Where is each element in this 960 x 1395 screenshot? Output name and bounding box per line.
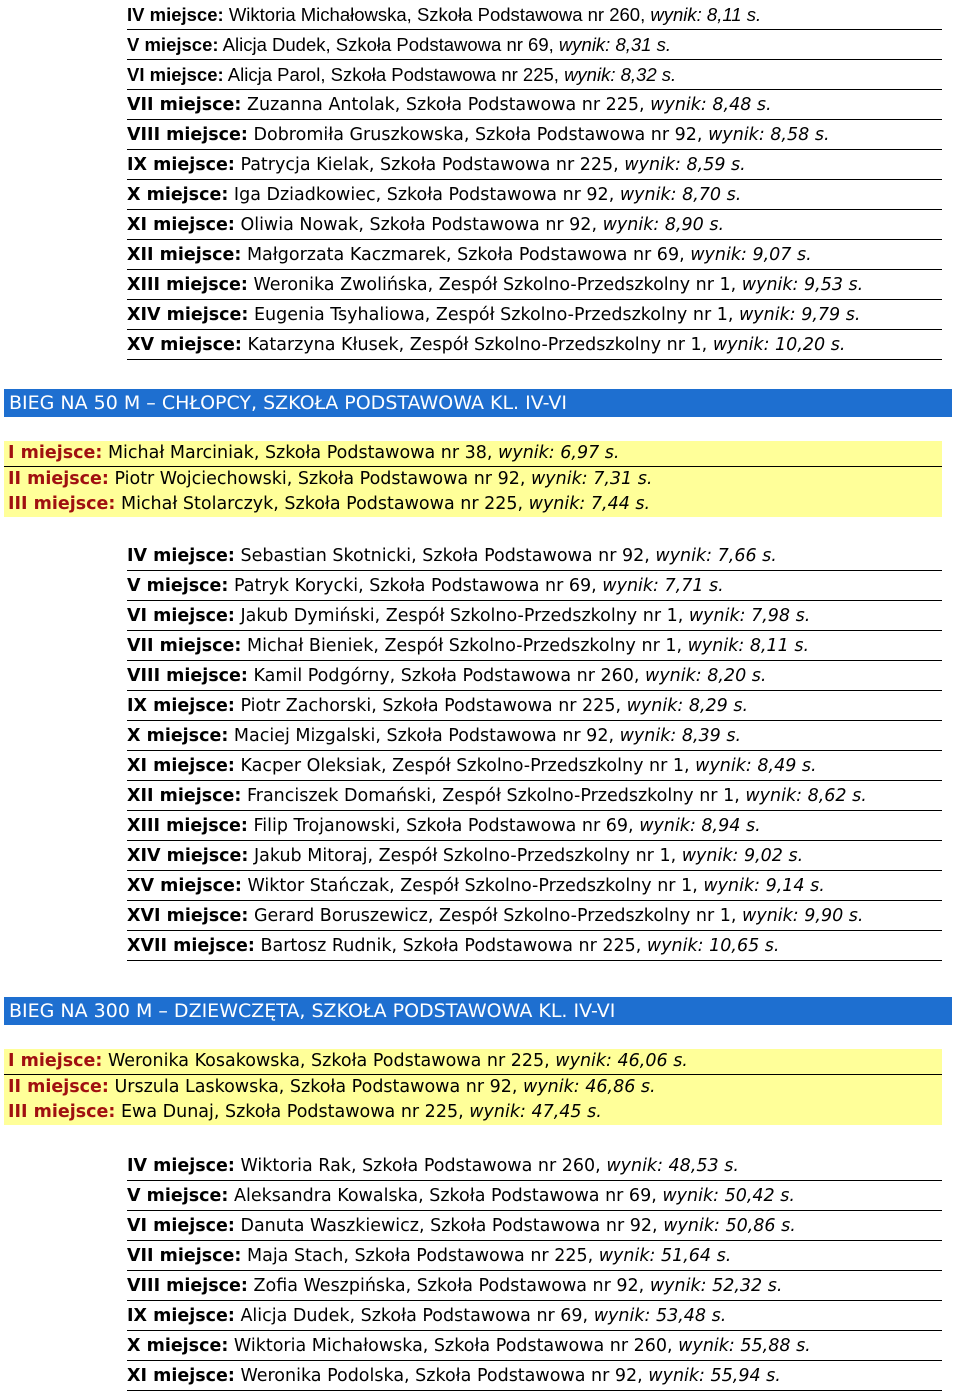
- result-value: 52,32 s.: [712, 1276, 783, 1296]
- place-label: IV miejsce:: [127, 1156, 235, 1176]
- result-value: 55,94 s.: [710, 1366, 781, 1386]
- result-value: 6,97 s.: [560, 443, 620, 463]
- place-label: XV miejsce:: [127, 876, 242, 896]
- result-label: wynik:: [649, 1276, 707, 1296]
- athlete-school: Bartosz Rudnik, Szkoła Podstawowa nr 225,: [260, 936, 642, 956]
- place-label: XI miejsce:: [127, 756, 235, 776]
- result-row: [127, 721, 942, 751]
- result-label: wynik:: [681, 846, 739, 866]
- place-label: IX miejsce:: [127, 155, 235, 175]
- result-label: wynik:: [648, 1366, 705, 1386]
- podium-row: [4, 1075, 942, 1100]
- result-label: wynik:: [558, 34, 611, 55]
- result-label: wynik:: [687, 636, 745, 656]
- result-label: wynik:: [555, 1051, 612, 1071]
- result-value: 9,02 s.: [743, 846, 804, 866]
- athlete-school: Zofia Weszpińska, Szkoła Podstawowa nr 92,: [253, 1276, 645, 1296]
- result-label: wynik:: [745, 786, 802, 806]
- place-label: IX miejsce:: [127, 696, 235, 716]
- result-label: wynik:: [650, 4, 702, 25]
- place-label: III miejsce:: [8, 1102, 116, 1122]
- result-row: [127, 1301, 942, 1331]
- result-value: 8,32 s.: [620, 64, 677, 85]
- result-value: 8,29 s.: [688, 696, 749, 716]
- athlete-school: Urszula Laskowska, Szkoła Podstawowa nr 92,: [114, 1077, 518, 1097]
- place-label: VIII miejsce:: [127, 1276, 248, 1296]
- place-label: X miejsce:: [127, 185, 229, 205]
- result-label: wynik:: [498, 443, 555, 463]
- result-value: 8,20 s.: [707, 666, 767, 686]
- result-row: [127, 541, 942, 571]
- athlete-school: Katarzyna Kłusek, Zespół Szkolno-Przedszkolny nr 1,: [247, 335, 708, 355]
- athlete-school: Piotr Wojciechowski, Szkoła Podstawowa nr 92,: [114, 469, 526, 489]
- result-value: 46,06 s.: [617, 1051, 688, 1071]
- place-label: VII miejsce:: [127, 95, 242, 115]
- athlete-school: Iga Dziadkowiec, Szkoła Podstawowa nr 92,: [233, 185, 615, 205]
- result-value: 8,62 s.: [807, 786, 867, 806]
- athlete-school: Kamil Podgórny, Szkoła Podstawowa nr 260,: [253, 666, 640, 686]
- result-label: wynik:: [690, 245, 747, 265]
- athlete-school: Franciszek Domański, Zespół Szkolno-Przedszkolny nr 1,: [246, 786, 740, 806]
- result-label: wynik:: [639, 816, 696, 836]
- result-label: wynik:: [708, 125, 765, 145]
- result-value: 8,11 s.: [706, 4, 762, 25]
- result-row: [127, 691, 942, 721]
- place-label: VI miejsce:: [127, 64, 224, 85]
- result-value: 8,39 s.: [681, 726, 742, 746]
- result-row: [127, 60, 942, 90]
- athlete-school: Jakub Dymiński, Zespół Szkolno-Przedszkolny nr 1,: [240, 606, 684, 626]
- result-row: [127, 1241, 942, 1271]
- section-header: BIEG NA 50 M – CHŁOPCY, SZKOŁA PODSTAWOWA KL. IV-VI: [4, 389, 952, 417]
- podium-row: [4, 492, 942, 517]
- athlete-school: Maciej Mizgalski, Szkoła Podstawowa nr 92,: [233, 726, 615, 746]
- place-label: V miejsce:: [127, 576, 229, 596]
- place-label: XIV miejsce:: [127, 846, 249, 866]
- result-value: 9,14 s.: [765, 876, 825, 896]
- result-label: wynik:: [688, 606, 746, 626]
- place-label: XIII miejsce:: [127, 275, 248, 295]
- result-value: 10,20 s.: [775, 335, 846, 355]
- place-label: III miejsce:: [8, 494, 116, 514]
- result-row: [127, 601, 942, 631]
- podium-row: [4, 467, 942, 492]
- place-label: VII miejsce:: [127, 636, 242, 656]
- result-row: [127, 1271, 942, 1301]
- result-label: wynik:: [598, 1246, 656, 1266]
- result-label: wynik:: [602, 576, 659, 596]
- place-label: XI miejsce:: [127, 1366, 235, 1386]
- athlete-school: Alicja Parol, Szkoła Podstawowa nr 225,: [227, 64, 559, 85]
- place-label: IV miejsce:: [127, 546, 235, 566]
- result-label: wynik:: [469, 1102, 526, 1122]
- result-value: 48,53 s.: [668, 1156, 739, 1176]
- podium-row: [4, 441, 942, 467]
- result-label: wynik:: [645, 666, 702, 686]
- result-label: wynik:: [655, 546, 713, 566]
- athlete-school: Alicja Dudek, Szkoła Podstawowa nr 69,: [240, 1306, 589, 1326]
- result-value: 7,71 s.: [664, 576, 724, 596]
- result-label: wynik:: [528, 494, 586, 514]
- result-value: 46,86 s.: [585, 1077, 656, 1097]
- place-label: VI miejsce:: [127, 1216, 235, 1236]
- podium-row: [4, 1049, 942, 1075]
- result-value: 53,48 s.: [655, 1306, 727, 1326]
- result-label: wynik:: [602, 215, 660, 235]
- place-label: IX miejsce:: [127, 1306, 235, 1326]
- place-label: XIII miejsce:: [127, 816, 248, 836]
- athlete-school: Wiktor Stańczak, Zespół Szkolno-Przedszkolny nr 1,: [247, 876, 698, 896]
- place-label: XI miejsce:: [127, 215, 235, 235]
- result-row: [127, 120, 942, 150]
- result-label: wynik:: [678, 1336, 735, 1356]
- result-row: [127, 661, 942, 691]
- result-value: 55,88 s.: [740, 1336, 811, 1356]
- athlete-school: Maja Stach, Szkoła Podstawowa nr 225,: [247, 1246, 594, 1266]
- athlete-school: Patryk Korycki, Szkoła Podstawowa nr 69,: [233, 576, 597, 596]
- result-row: [127, 1331, 942, 1361]
- place-label: XII miejsce:: [127, 245, 242, 265]
- athlete-school: Piotr Zachorski, Szkoła Podstawowa nr 225,: [240, 696, 622, 716]
- result-row: [127, 871, 942, 901]
- result-value: 8,94 s.: [701, 816, 761, 836]
- result-row: [127, 30, 942, 60]
- result-label: wynik:: [593, 1306, 651, 1326]
- result-value: 8,58 s.: [770, 125, 830, 145]
- place-label: VII miejsce:: [127, 1246, 242, 1266]
- result-label: wynik:: [619, 726, 677, 746]
- result-row: [127, 571, 942, 601]
- result-row: [127, 1151, 942, 1181]
- athlete-school: Alicja Dudek, Szkoła Podstawowa nr 69,: [222, 34, 554, 55]
- result-label: wynik:: [650, 95, 707, 115]
- result-value: 10,65 s.: [709, 936, 780, 956]
- result-row: [127, 841, 942, 871]
- section-header: BIEG NA 300 M – DZIEWCZĘTA, SZKOŁA PODSTAWOWA KL. IV-VI: [4, 997, 952, 1025]
- athlete-school: Eugenia Tsyhaliowa, Zespół Szkolno-Przedszkolny nr 1,: [253, 305, 734, 325]
- athlete-school: Dobromiła Gruszkowska, Szkoła Podstawowa nr 92,: [253, 125, 703, 145]
- result-value: 7,31 s.: [593, 469, 653, 489]
- result-value: 7,98 s.: [751, 606, 811, 626]
- athlete-school: Kacper Oleksiak, Zespół Szkolno-Przedszkolny nr 1,: [240, 756, 690, 776]
- athlete-school: Michał Stolarczyk, Szkoła Podstawowa nr 225,: [120, 494, 524, 514]
- result-value: 9,07 s.: [752, 245, 812, 265]
- result-value: 8,59 s.: [686, 155, 746, 175]
- athlete-school: Jakub Mitoraj, Zespół Szkolno-Przedszkolny nr 1,: [253, 846, 677, 866]
- athlete-school: Wiktoria Michałowska, Szkoła Podstawowa nr 260,: [233, 1336, 673, 1356]
- podium-row: [4, 1100, 942, 1125]
- athlete-school: Weronika Kosakowska, Szkoła Podstawowa nr 225,: [107, 1051, 550, 1071]
- place-label: XIV miejsce:: [127, 305, 249, 325]
- athlete-school: Wiktoria Michałowska, Szkoła Podstawowa nr 260,: [228, 4, 646, 25]
- result-label: wynik:: [626, 696, 684, 716]
- result-row: [127, 1361, 942, 1391]
- athlete-school: Zuzanna Antolak, Szkoła Podstawowa nr 225,: [247, 95, 645, 115]
- result-row: [127, 1211, 942, 1241]
- athlete-school: Małgorzata Kaczmarek, Szkoła Podstawowa nr 69,: [246, 245, 685, 265]
- place-label: XV miejsce:: [127, 335, 242, 355]
- result-label: wynik:: [741, 275, 799, 295]
- place-label: II miejsce:: [8, 469, 109, 489]
- athlete-school: Aleksandra Kowalska, Szkoła Podstawowa nr 69,: [233, 1186, 657, 1206]
- result-row: [127, 180, 942, 210]
- athlete-school: Weronika Zwolińska, Zespół Szkolno-Przedszkolny nr 1,: [253, 275, 737, 295]
- place-label: II miejsce:: [8, 1077, 109, 1097]
- athlete-school: Michał Marciniak, Szkoła Podstawowa nr 38,: [107, 443, 493, 463]
- result-row: [127, 931, 942, 961]
- place-label: V miejsce:: [127, 34, 219, 55]
- place-label: I miejsce:: [8, 443, 103, 463]
- result-value: 47,45 s.: [531, 1102, 602, 1122]
- result-label: wynik:: [646, 936, 704, 956]
- place-label: VIII miejsce:: [127, 125, 248, 145]
- athlete-school: Sebastian Skotnicki, Szkoła Podstawowa nr 92,: [240, 546, 650, 566]
- result-row: [127, 901, 942, 931]
- result-label: wynik:: [619, 185, 677, 205]
- athlete-school: Oliwia Nowak, Szkoła Podstawowa nr 92,: [240, 215, 598, 235]
- athlete-school: Michał Bieniek, Zespół Szkolno-Przedszkolny nr 1,: [247, 636, 683, 656]
- result-value: 8,90 s.: [664, 215, 725, 235]
- result-label: wynik:: [695, 756, 752, 776]
- result-value: 50,42 s.: [724, 1186, 795, 1206]
- athlete-school: Ewa Dunaj, Szkoła Podstawowa nr 225,: [120, 1102, 464, 1122]
- result-value: 51,64 s.: [660, 1246, 732, 1266]
- result-row: [127, 150, 942, 180]
- result-row: [127, 631, 942, 661]
- result-label: wynik:: [738, 305, 796, 325]
- result-label: wynik:: [523, 1077, 580, 1097]
- place-label: I miejsce:: [8, 1051, 103, 1071]
- result-value: 8,11 s.: [749, 636, 810, 656]
- place-label: XII miejsce:: [127, 786, 242, 806]
- podium-box: [4, 441, 942, 517]
- result-label: wynik:: [703, 876, 760, 896]
- result-label: wynik:: [662, 1186, 719, 1206]
- athlete-school: Weronika Podolska, Szkoła Podstawowa nr 92,: [240, 1366, 643, 1386]
- result-value: 9,90 s.: [804, 906, 864, 926]
- result-row: [127, 210, 942, 240]
- result-label: wynik:: [624, 155, 681, 175]
- place-label: IV miejsce:: [127, 4, 224, 25]
- place-label: V miejsce:: [127, 1186, 229, 1206]
- result-value: 50,86 s.: [725, 1216, 796, 1236]
- place-label: XVII miejsce:: [127, 936, 255, 956]
- athlete-school: Filip Trojanowski, Szkoła Podstawowa nr 69,: [253, 816, 634, 836]
- result-value: 8,70 s.: [682, 185, 742, 205]
- place-label: XVI miejsce:: [127, 906, 249, 926]
- result-label: wynik:: [712, 335, 770, 355]
- athlete-school: Patrycja Kielak, Szkoła Podstawowa nr 225,: [240, 155, 619, 175]
- result-row: [127, 90, 942, 120]
- result-label: wynik:: [663, 1216, 720, 1236]
- result-row: [127, 240, 942, 270]
- place-label: X miejsce:: [127, 1336, 229, 1356]
- podium-box: [4, 1049, 942, 1125]
- result-row: [127, 811, 942, 841]
- result-label: wynik:: [530, 469, 588, 489]
- place-label: X miejsce:: [127, 726, 229, 746]
- result-value: 7,44 s.: [590, 494, 651, 514]
- result-row: [127, 1181, 942, 1211]
- athlete-school: Wiktoria Rak, Szkoła Podstawowa nr 260,: [240, 1156, 601, 1176]
- athlete-school: Gerard Boruszewicz, Zespół Szkolno-Przedszkolny nr 1,: [253, 906, 737, 926]
- result-label: wynik:: [564, 64, 616, 85]
- result-row: [127, 751, 942, 781]
- result-row: [127, 270, 942, 300]
- result-row: [127, 330, 942, 360]
- result-value: 7,66 s.: [717, 546, 777, 566]
- result-value: 8,48 s.: [712, 95, 772, 115]
- result-row: [127, 0, 942, 30]
- result-value: 9,53 s.: [804, 275, 864, 295]
- place-label: VI miejsce:: [127, 606, 235, 626]
- result-value: 8,31 s.: [615, 34, 672, 55]
- result-value: 8,49 s.: [757, 756, 817, 776]
- result-row: [127, 781, 942, 811]
- result-value: 9,79 s.: [801, 305, 861, 325]
- result-label: wynik:: [606, 1156, 663, 1176]
- result-label: wynik:: [742, 906, 799, 926]
- place-label: VIII miejsce:: [127, 666, 248, 686]
- athlete-school: Danuta Waszkiewicz, Szkoła Podstawowa nr 92,: [240, 1216, 658, 1236]
- result-row: [127, 300, 942, 330]
